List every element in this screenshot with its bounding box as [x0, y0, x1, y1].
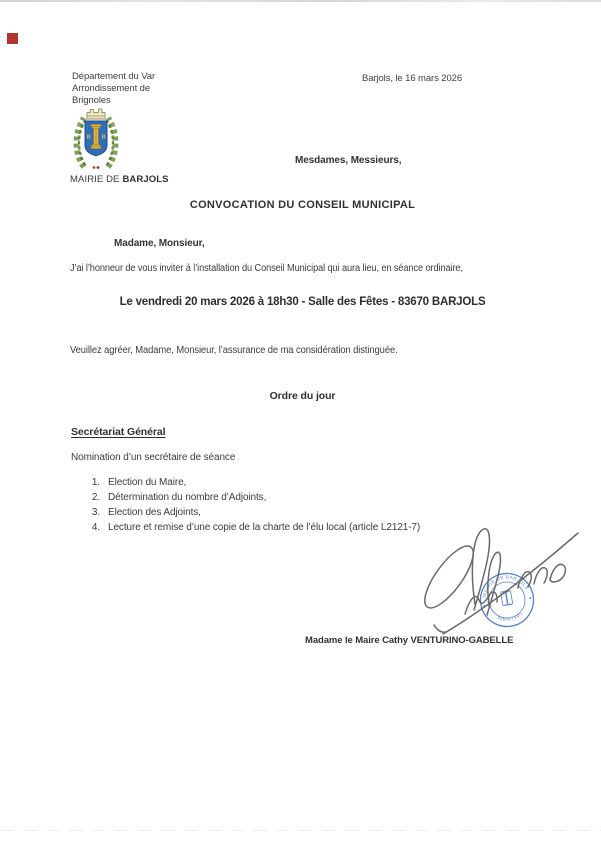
mairie-prefix: MAIRIE DE — [70, 174, 120, 185]
signatory-name: Madame le Maire Cathy VENTURINO-GABELLE — [305, 635, 514, 646]
signature-knot — [465, 592, 497, 614]
mairie-name: BARJOLS — [122, 174, 169, 185]
agenda-item-text: Election des Adjoints, — [108, 507, 201, 518]
stamp-column-capital — [502, 592, 509, 593]
agenda-heading: Ordre du jour — [269, 390, 336, 402]
column-capital — [91, 125, 101, 127]
agenda-item-number: 2. — [91, 492, 100, 503]
agenda-section-intro: Nomination d’un secrétaire de séance — [71, 452, 236, 463]
shield-letter-right: B — [101, 134, 106, 141]
stamp-top-text: MAIRIE DE BARJOLS — [481, 574, 530, 598]
mural-crown — [87, 109, 105, 119]
department-line: Département du Var — [72, 71, 156, 82]
scan-edge-artifact-top — [0, 0, 601, 2]
department-line: Arrondissement de — [72, 83, 151, 95]
place-date-line: Barjols, le 16 mars 2026 — [362, 73, 463, 84]
handwritten-signature — [417, 529, 578, 634]
agenda-item-number: 1. — [91, 477, 100, 488]
salutation-recipients: Mesdames, Messieurs, — [295, 155, 402, 166]
agenda-item-text: Lecture et remise d’une copie de la charte de l’élu local (article L2121-7) — [108, 522, 421, 533]
agenda-item-text: Election du Maire, — [108, 477, 187, 488]
stamp-separator-dot — [483, 605, 485, 607]
barjols-coat-of-arms — [66, 105, 126, 171]
scan-edge-artifact-bottom — [0, 830, 601, 831]
closing-formula: Veuillez agréer, Madame, Monsieur, l’assurance de ma considération distinguée. — [70, 345, 398, 356]
signature-tail — [434, 625, 446, 632]
meeting-details-line: Le vendredi 20 mars 2026 à 18h30 - Salle des Fêtes - 83670 BARJOLS — [119, 296, 486, 308]
mairie-label — [70, 174, 169, 185]
signature-underline-flourish — [443, 533, 578, 634]
red-marker-square — [7, 33, 18, 44]
stamp-bottom-text: 83670 (Var) — [496, 611, 524, 622]
municipal-stamp — [476, 569, 537, 630]
stamp-center-column — [506, 592, 508, 604]
stamp-separator-dot — [529, 597, 531, 599]
department-block — [72, 71, 155, 108]
intro-paragraph: J’ai l’honneur de vous inviter à l’installation du Conseil Municipal qui aura lieu, en séance ordinaire, — [70, 263, 463, 274]
stamp-outer-ring — [476, 569, 537, 630]
agenda-section-heading: Secrétariat Général — [71, 426, 166, 438]
agenda-item-text: Détermination du nombre d’Adjoints, — [108, 492, 267, 503]
wreath-berry — [93, 166, 96, 169]
signature-u-stroke — [518, 572, 531, 588]
signature-ascender-loop — [472, 529, 489, 610]
stamp-inner-ring — [486, 579, 528, 621]
agenda-item-number: 4. — [91, 522, 100, 533]
stamp-center-shield — [501, 590, 513, 606]
wreath-berry — [97, 166, 100, 169]
document-title: CONVOCATION DU CONSEIL MUNICIPAL — [189, 199, 416, 211]
salutation: Madame, Monsieur, — [114, 238, 205, 249]
stamp-column-base — [504, 604, 511, 605]
signature-o-loop — [550, 564, 565, 582]
department-line: Brignoles — [72, 95, 111, 107]
column-plinth — [91, 146, 101, 148]
signature-u-stroke — [534, 568, 547, 584]
signature-stroke — [487, 552, 500, 615]
agenda-item-number: 3. — [91, 507, 100, 518]
shield-letter-left: B — [86, 134, 91, 141]
column-base — [92, 145, 99, 147]
signature-loop-left — [417, 539, 482, 614]
